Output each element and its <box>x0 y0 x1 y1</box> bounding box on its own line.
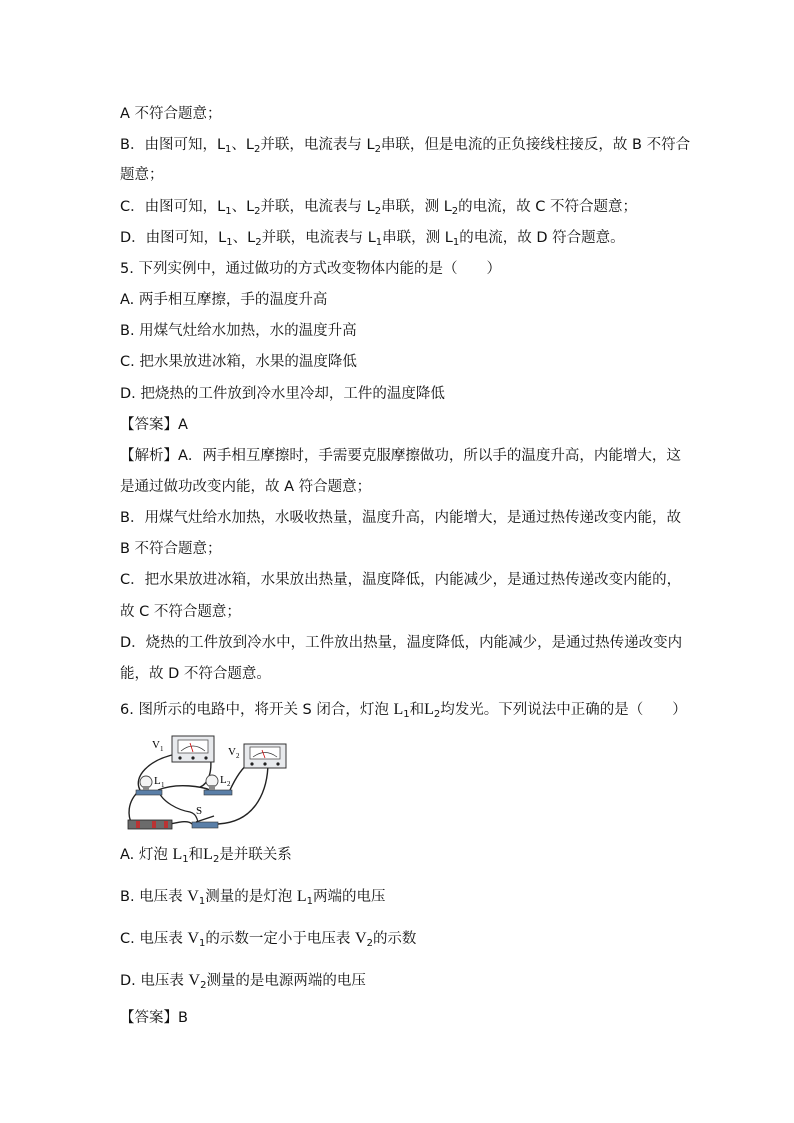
q5-option-b: B. 用煤气灶给水加热，水的温度升高 <box>120 323 357 339</box>
q6-option-b: B. 电压表 $V_1$测量的是灯泡 $L_1$两端的电压 <box>120 888 386 907</box>
figure-label-l2-sub: 2 <box>227 780 231 788</box>
q6-answer: 【答案】B <box>120 1010 188 1026</box>
voltmeter-v1-icon <box>172 736 214 762</box>
figure-label-v1-sub: 1 <box>160 745 164 753</box>
q5-analysis-d1: D．烧热的工件放到冷水中，工件放出热量，温度降低，内能减少，是通过热传递改变内 <box>120 635 683 651</box>
analysis4-b-line: B．由图可知，$L_1$、$L_2$并联，电流表与 $L_2$串联，但是电流的正负接线柱接反，故 B 不符合 <box>120 137 691 155</box>
figure-label-l1: L <box>154 775 161 787</box>
q6-option-c: C. 电压表 $V_1$的示数一定小于电压表 $V_2$的示数 <box>120 930 417 949</box>
q5-stem: 5. 下列实例中，通过做功的方式改变物体内能的是（ ） <box>120 261 501 277</box>
circuit-figure <box>118 732 288 832</box>
q5-analysis-c2: 故 C 不符合题意； <box>120 604 241 620</box>
q6-option-d: D. 电压表 $V_2$测量的是电源两端的电压 <box>120 972 366 991</box>
figure-label-l1-sub: 1 <box>161 781 165 789</box>
q5-option-c: C. 把水果放进冰箱，水果的温度降低 <box>120 354 357 370</box>
figure-label-s: S <box>196 805 203 817</box>
battery-icon <box>128 820 172 829</box>
analysis4-a-tail: A 不符合题意； <box>120 106 222 122</box>
q5-analysis-d2: 能，故 D 不符合题意。 <box>120 666 271 682</box>
q5-analysis-b1: B．用煤气灶给水加热，水吸收热量，温度升高，内能增大，是通过热传递改变内能，故 <box>120 510 681 526</box>
q5-analysis-b2: B 不符合题意； <box>120 541 222 557</box>
q5-analysis-a1: 【解析】A．两手相互摩擦时，手需要克服摩擦做功，所以手的温度升高，内能增大，这 <box>120 448 681 464</box>
figure-label-v2: V <box>228 746 236 758</box>
q5-analysis-a2: 是通过做功改变内能，故 A 符合题意； <box>120 479 372 495</box>
switch-s-icon <box>192 816 218 828</box>
q6-stem: 6. 图所示的电路中，将开关 S 闭合，灯泡 $L_1$和$L_2$均发光。下列说法中正确的是（ ） <box>120 701 687 720</box>
analysis4-b-cont: 题意； <box>120 167 164 183</box>
q5-analysis-c1: C．把水果放进冰箱，水果放出热量，温度降低，内能减少，是通过热传递改变内能的， <box>120 572 682 588</box>
q5-answer: 【答案】A <box>120 417 188 433</box>
analysis4-d-line: D．由图可知，$L_1$、$L_2$并联，电流表与 $L_1$串联，测 $L_1$的电流，故 D 符合题意。 <box>120 230 625 248</box>
q6-option-a: A. 灯泡 $L_1$和$L_2$是并联关系 <box>120 846 292 865</box>
figure-label-v2-sub: 2 <box>236 752 240 760</box>
figure-label-v1: V <box>152 739 160 751</box>
figure-label-l2: L <box>220 774 227 786</box>
q5-option-a: A. 两手相互摩擦，手的温度升高 <box>120 292 328 308</box>
q5-option-d: D. 把烧热的工件放到冷水里冷却，工件的温度降低 <box>120 386 445 402</box>
voltmeter-v2-icon <box>244 744 286 768</box>
analysis4-c-line: C．由图可知，$L_1$、$L_2$并联，电流表与 $L_2$串联，测 $L_2$的电流，故 C 不符合题意； <box>120 199 638 217</box>
